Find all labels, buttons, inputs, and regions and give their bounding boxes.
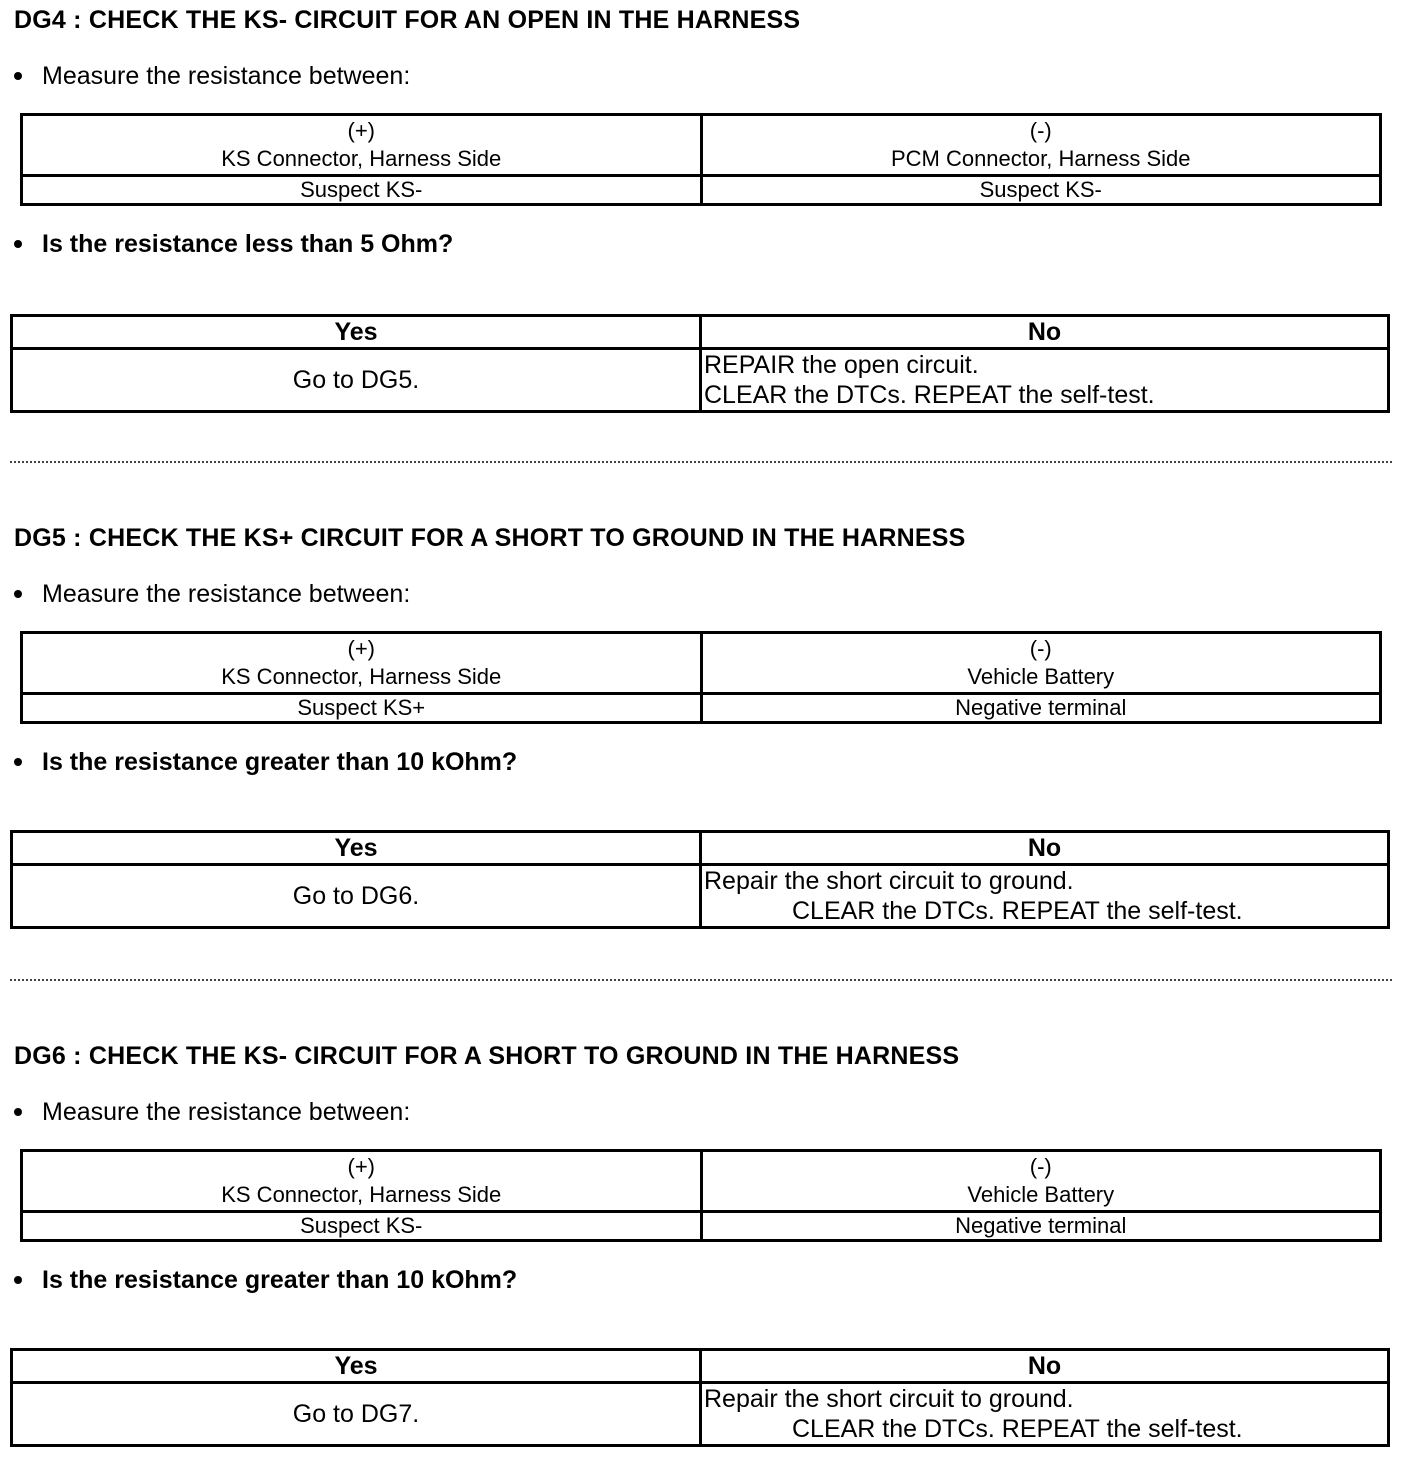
question	[14, 748, 517, 777]
plus-label: KS Connector, Harness Side	[221, 146, 502, 171]
plus-sign: (+)	[347, 636, 375, 661]
minus-terminal-cell	[701, 633, 1381, 694]
section-title: DG6 : CHECK THE KS- CIRCUIT FOR A SHORT TO GROUND IN THE HARNESS	[14, 1042, 960, 1070]
plus-value: Suspect KS+	[22, 694, 702, 723]
plus-terminal-cell	[22, 633, 702, 694]
section-title: DG5 : CHECK THE KS+ CIRCUIT FOR A SHORT TO GROUND IN THE HARNESS	[14, 524, 966, 552]
plus-terminal-cell	[22, 1151, 702, 1212]
minus-terminal-cell	[701, 115, 1381, 176]
measurement-table	[20, 113, 1382, 206]
no-action-line1: Repair the short circuit to ground.	[704, 1385, 1074, 1413]
question-text: Is the resistance greater than 10 kOhm?	[42, 748, 518, 776]
yes-header: Yes	[12, 832, 701, 865]
bullet-icon	[14, 1108, 22, 1116]
measure-text: Measure the resistance between:	[42, 580, 411, 608]
no-header: No	[701, 316, 1389, 349]
minus-label: Vehicle Battery	[967, 1182, 1115, 1207]
yes-header: Yes	[12, 1350, 701, 1383]
plus-label: KS Connector, Harness Side	[221, 664, 502, 689]
no-action	[701, 1383, 1389, 1446]
no-header: No	[701, 832, 1389, 865]
plus-sign: (+)	[347, 1154, 375, 1179]
no-action-line2: CLEAR the DTCs. REPEAT the self-test.	[704, 381, 1155, 409]
question	[14, 230, 453, 259]
decision-table	[10, 830, 1390, 929]
minus-sign: (-)	[1029, 636, 1052, 661]
minus-value: Suspect KS-	[701, 176, 1381, 205]
bullet-icon	[14, 1276, 22, 1284]
bullet-icon	[14, 758, 22, 766]
minus-sign: (-)	[1029, 118, 1052, 143]
section-title: DG4 : CHECK THE KS- CIRCUIT FOR AN OPEN IN THE HARNESS	[14, 6, 801, 34]
plus-value: Suspect KS-	[22, 176, 702, 205]
bullet-icon	[14, 240, 22, 248]
question-text: Is the resistance greater than 10 kOhm?	[42, 1266, 518, 1294]
measure-instruction	[14, 580, 410, 609]
minus-label: PCM Connector, Harness Side	[890, 146, 1191, 171]
minus-value: Negative terminal	[701, 694, 1381, 723]
plus-label: KS Connector, Harness Side	[221, 1182, 502, 1207]
decision-table	[10, 314, 1390, 413]
minus-sign: (-)	[1029, 1154, 1052, 1179]
question	[14, 1266, 517, 1295]
yes-action: Go to DG5.	[12, 349, 701, 412]
decision-table	[10, 1348, 1390, 1447]
no-action-line1: Repair the short circuit to ground.	[704, 867, 1074, 895]
divider	[10, 461, 1392, 463]
no-header: No	[701, 1350, 1389, 1383]
measurement-table	[20, 1149, 1382, 1242]
no-action	[701, 349, 1389, 412]
yes-action: Go to DG6.	[12, 865, 701, 928]
plus-terminal-cell	[22, 115, 702, 176]
measure-instruction	[14, 1098, 410, 1127]
measure-text: Measure the resistance between:	[42, 62, 411, 90]
minus-label: Vehicle Battery	[967, 664, 1115, 689]
bullet-icon	[14, 590, 22, 598]
yes-action: Go to DG7.	[12, 1383, 701, 1446]
plus-value: Suspect KS-	[22, 1212, 702, 1241]
no-action-line1: REPAIR the open circuit.	[704, 351, 979, 379]
minus-value: Negative terminal	[701, 1212, 1381, 1241]
plus-sign: (+)	[347, 118, 375, 143]
no-action-line2: CLEAR the DTCs. REPEAT the self-test.	[792, 897, 1243, 925]
question-text: Is the resistance less than 5 Ohm?	[42, 230, 454, 258]
minus-terminal-cell	[701, 1151, 1381, 1212]
divider	[10, 979, 1392, 981]
bullet-icon	[14, 72, 22, 80]
measurement-table	[20, 631, 1382, 724]
no-action	[701, 865, 1389, 928]
yes-header: Yes	[12, 316, 701, 349]
measure-text: Measure the resistance between:	[42, 1098, 411, 1126]
measure-instruction	[14, 62, 410, 91]
no-action-line2: CLEAR the DTCs. REPEAT the self-test.	[792, 1415, 1243, 1443]
